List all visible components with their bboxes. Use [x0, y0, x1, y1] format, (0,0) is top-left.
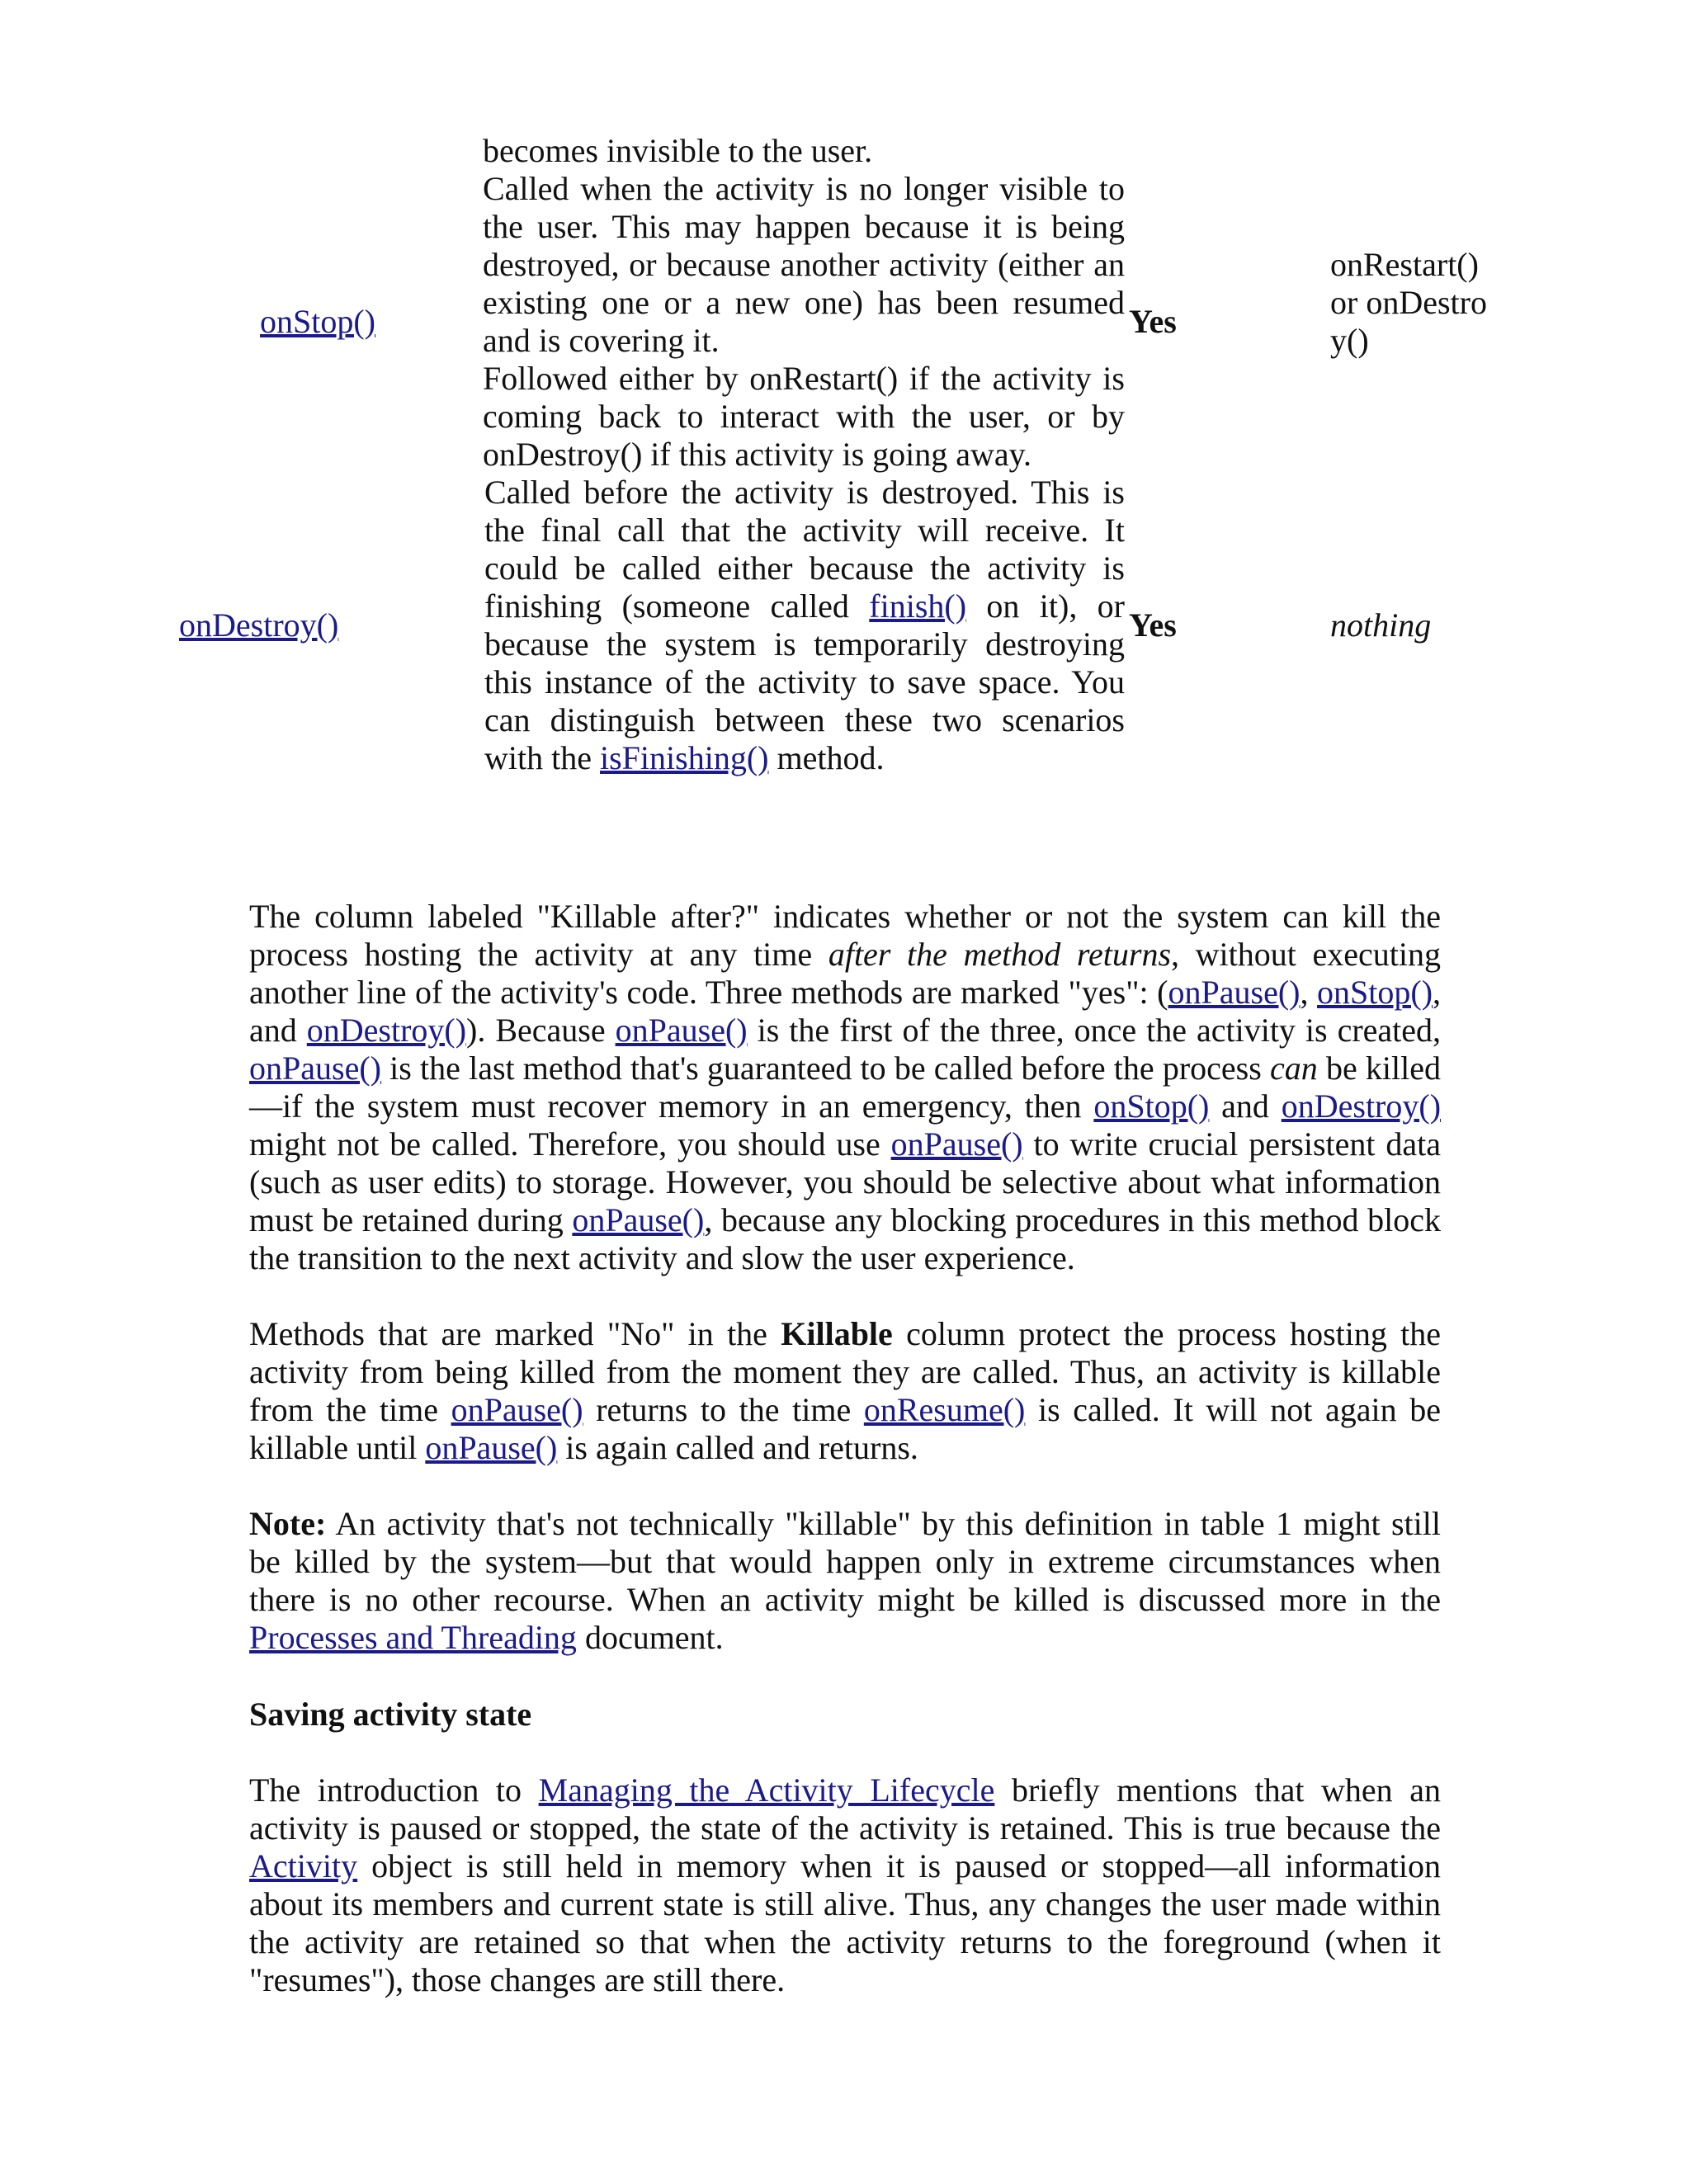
onpause-link[interactable]: onPause()	[890, 1125, 1023, 1163]
onresume-link[interactable]: onResume()	[863, 1391, 1026, 1428]
text: Methods that are marked "No" in the	[249, 1315, 767, 1352]
row-description	[483, 170, 1125, 474]
text: ,	[1300, 974, 1309, 1011]
text: briefly mentions that when an activity is paused or stopped, the state of the activity is retained. This is true because the	[249, 1771, 1442, 1847]
finish-link[interactable]: finish()	[869, 587, 967, 625]
saving-state-paragraph	[249, 1771, 1441, 1999]
description-text: Called before the activity is destroyed. This is the final call that the activity will receive. It could be called either because the activity is finishing (someone called	[484, 474, 1125, 625]
text: is called. It will not again be killable until	[249, 1391, 1442, 1466]
next-method: nothing	[1330, 606, 1432, 644]
method-link-onstop[interactable]: onStop()	[260, 303, 375, 340]
text: The column labeled "Killable after?" indicates whether or not the system can kill the process hosting the activity at any time	[249, 898, 1441, 973]
text: is the first of the three, once the activity is created,	[757, 1012, 1442, 1049]
text: The introduction to	[249, 1771, 522, 1809]
isfinishing-link[interactable]: isFinishing()	[599, 739, 769, 776]
bold-term: Killable	[781, 1315, 893, 1352]
text: An activity that's not technically "killable" by this definition in table 1 might still be killed by the system—but that would happen only in extreme circumstances when there is no other recourse. When an activity might be killed is discussed more in the	[249, 1505, 1441, 1618]
next-method: onRestart() or onDestroy()	[1330, 246, 1487, 359]
onpause-link[interactable]: onPause()	[615, 1012, 748, 1049]
description-text: Followed either by onRestart() if the activity is coming back to interact with the user, or by onDestroy() if this activity is going away.	[483, 360, 1125, 473]
text: object is still held in memory when it is paused or stopped—all information about its members and current state is still alive. Thus, any changes the user made within the activity are retained so that when the activity returns to the foreground (when it "resumes"), those changes are still there.	[249, 1847, 1441, 1998]
text: ). Because	[466, 1012, 606, 1049]
text: to write crucial persistent data (such as user edits) to storage. However, you should be selective about what information must be retained during	[249, 1125, 1441, 1238]
no-killable-paragraph	[249, 1315, 1441, 1467]
ondestroy-link[interactable]: onDestroy()	[306, 1012, 467, 1049]
text: column protect the process hosting the activity from being killed from the moment they are called. Thus, an activity is killable from the time	[249, 1315, 1442, 1428]
onpause-link[interactable]: onPause()	[451, 1391, 583, 1428]
note-paragraph	[249, 1505, 1441, 1657]
description-text: Called when the activity is no longer visible to the user. This may happen because it is being destroyed, or because another activity (either an existing one or a new one) has been resumed and is covering it.	[483, 170, 1125, 359]
processes-threading-link[interactable]: Processes and Threading	[249, 1619, 577, 1656]
text: be killed—if the system must recover memory in an emergency, then	[249, 1050, 1442, 1125]
ondestroy-link[interactable]: onDestroy()	[1281, 1087, 1442, 1125]
onstop-link[interactable]: onStop()	[1317, 974, 1433, 1011]
onstop-link[interactable]: onStop()	[1093, 1087, 1210, 1125]
onpause-link[interactable]: onPause()	[572, 1201, 705, 1238]
method-link-ondestroy[interactable]: onDestroy()	[179, 606, 339, 644]
text: returns to the time	[596, 1391, 852, 1428]
text: is the last method that's guaranteed to be called before the process	[389, 1050, 1262, 1087]
description-text: method.	[777, 739, 885, 776]
description-text: on it), or because the system is temporarily destroying this instance of the activity to save space. You can distinguish between these two scenarios with the	[484, 587, 1125, 776]
text: document.	[584, 1619, 724, 1656]
text: and	[1221, 1087, 1269, 1125]
onpause-link[interactable]: onPause()	[249, 1050, 381, 1087]
text: is again called and returns.	[565, 1429, 918, 1466]
onpause-link[interactable]: onPause()	[425, 1429, 558, 1466]
text: , without executing another line of the activity's code. Three methods are marked "yes": (	[249, 936, 1442, 1011]
killable-value: Yes	[1129, 303, 1177, 340]
text: might not be called. Therefore, you should use	[249, 1125, 880, 1163]
section-heading: Saving activity state	[249, 1696, 532, 1733]
emphasis: can	[1270, 1050, 1318, 1087]
activity-link[interactable]: Activity	[249, 1847, 358, 1884]
note-label: Note:	[249, 1505, 327, 1542]
text: , because any blocking procedures in this method block the transition to the next activity and slow the user experience.	[249, 1201, 1441, 1276]
emphasis: after the method returns	[828, 936, 1172, 973]
killable-paragraph	[249, 898, 1441, 1277]
managing-lifecycle-link[interactable]: Managing the Activity Lifecycle	[538, 1771, 995, 1809]
text: , and	[249, 974, 1442, 1049]
table-top-fragment: becomes invisible to the user.	[483, 132, 873, 169]
row-description	[484, 474, 1125, 777]
killable-value: Yes	[1129, 606, 1177, 644]
onpause-link[interactable]: onPause()	[1168, 974, 1301, 1011]
